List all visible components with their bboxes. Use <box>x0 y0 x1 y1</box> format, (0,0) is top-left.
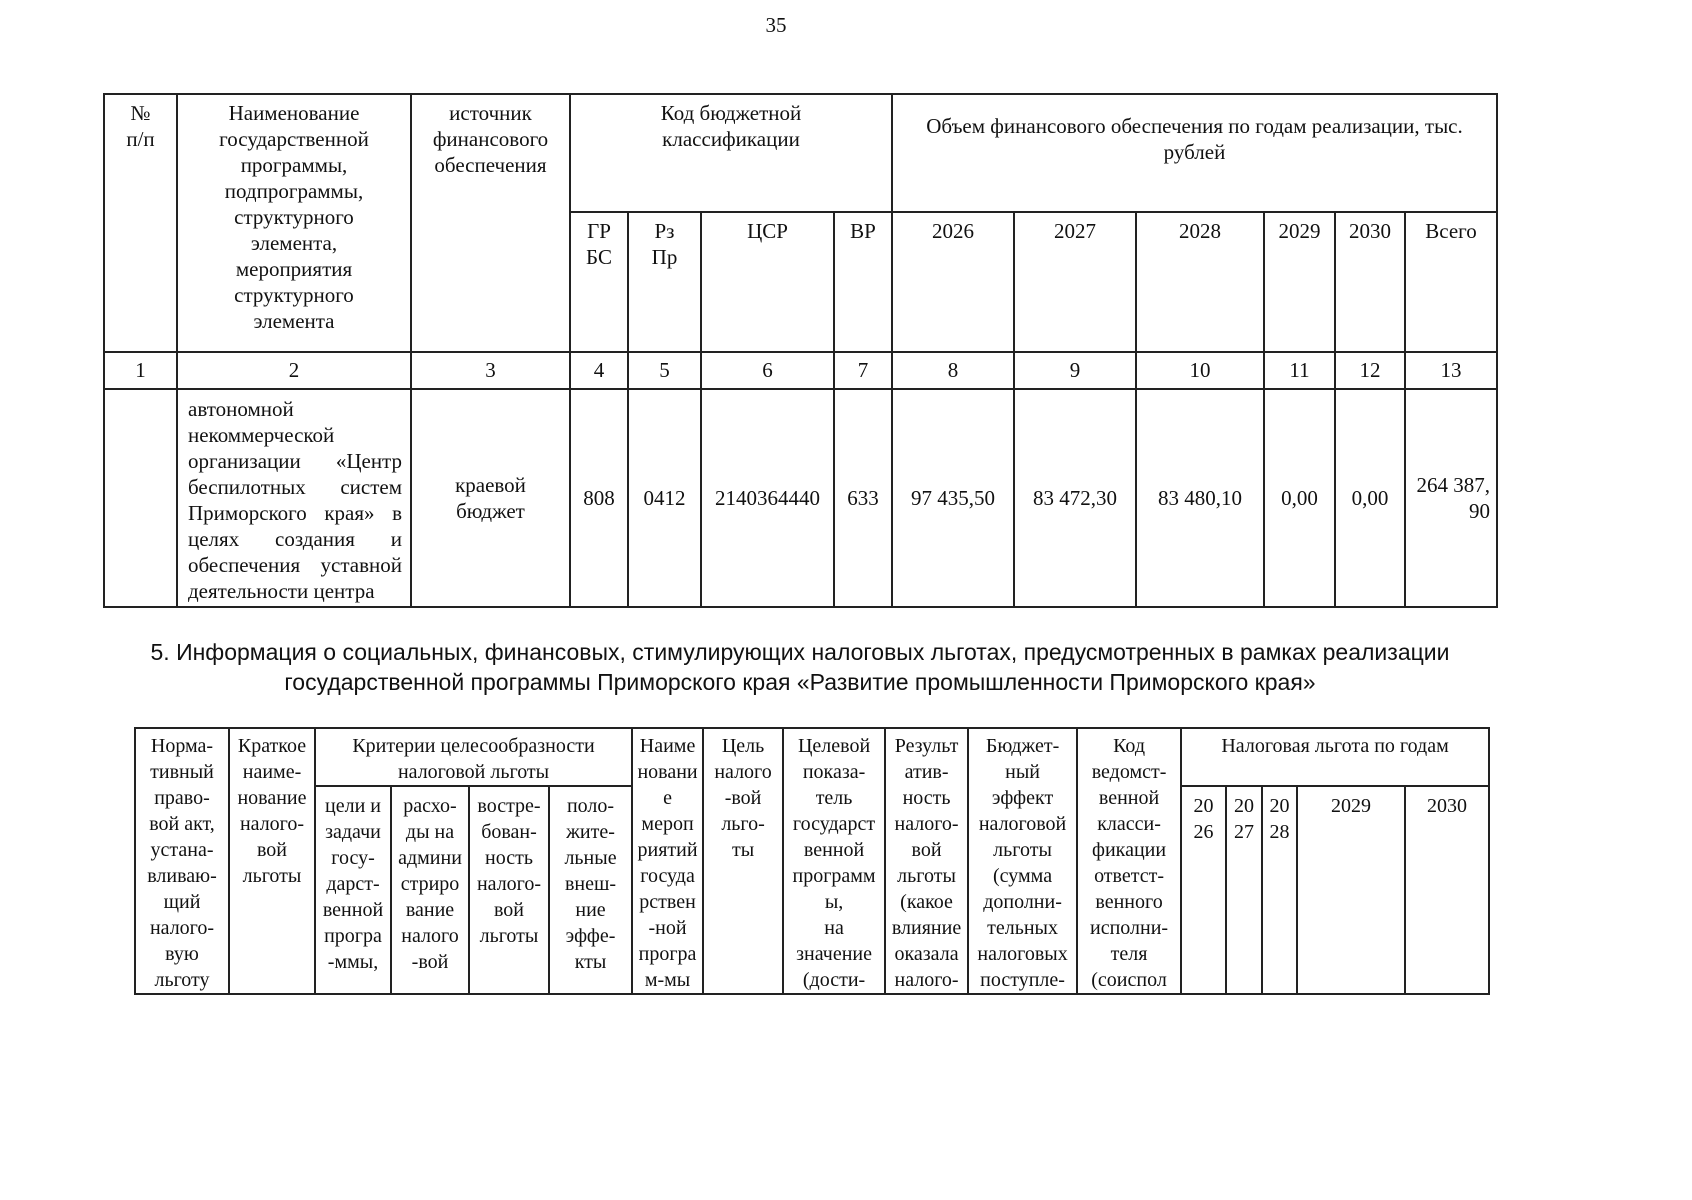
column-number: 12 <box>1335 352 1405 389</box>
benefit-year-2028: 20 28 <box>1262 786 1297 994</box>
column-number: 7 <box>834 352 892 389</box>
header-event-name: Наиме новани е мероп риятий госуда рствен -ной програ м-мы <box>632 728 703 994</box>
row-total: 264 387, 90 <box>1405 389 1497 607</box>
row-year-2028: 83 480,10 <box>1136 389 1264 607</box>
header-effectiveness: Результ атив- ность налого- вой льготы (какое влияние оказала налого- <box>885 728 968 994</box>
header-year-2026: 2026 <box>892 212 1014 352</box>
tax-benefits-table <box>134 727 1490 995</box>
header-budget-effect: Бюджет- ный эффект налоговой льготы (сумма дополни- тельных налоговых поступле- <box>968 728 1077 994</box>
column-number: 4 <box>570 352 628 389</box>
row-year-2027: 83 472,30 <box>1014 389 1136 607</box>
criteria-external-effects: поло- жите- льные внеш- ние эффе- кты <box>549 786 632 994</box>
column-number: 2 <box>177 352 411 389</box>
header-target-indicator: Целевой показа- тель государст венной программ ы, на значение (дости- <box>783 728 885 994</box>
benefit-year-2029: 2029 <box>1297 786 1405 994</box>
header-short-name: Краткое наиме- нование налого- вой льготы <box>229 728 315 994</box>
criteria-demand: востре- бован- ность налого- вой льготы <box>469 786 549 994</box>
header-total: Всего <box>1405 212 1497 352</box>
column-number: 5 <box>628 352 701 389</box>
column-number: 11 <box>1264 352 1335 389</box>
header-year-2028: 2028 <box>1136 212 1264 352</box>
row-csr: 2140364440 <box>701 389 834 607</box>
header-purpose: Цель налого -вой льго- ты <box>703 728 783 994</box>
header-criteria: Критерии целесообразности налоговой льготы <box>315 728 632 786</box>
header-year-2029: 2029 <box>1264 212 1335 352</box>
row-grbs: 808 <box>570 389 628 607</box>
header-funding-source: источник финансового обеспечения <box>411 94 570 352</box>
header-grbs: ГР БС <box>570 212 628 352</box>
column-number: 9 <box>1014 352 1136 389</box>
criteria-goals: цели и задачи госу- дарст- венной програ -ммы, <box>315 786 391 994</box>
column-number: 8 <box>892 352 1014 389</box>
column-number: 13 <box>1405 352 1497 389</box>
row-number <box>104 389 177 607</box>
benefit-year-2027: 20 27 <box>1226 786 1262 994</box>
header-department-code: Код ведомст- венной класси- фикации ответст- венного исполни- теля (соиспол <box>1077 728 1181 994</box>
row-vr: 633 <box>834 389 892 607</box>
header-rzpr: Рз Пр <box>628 212 701 352</box>
row-year-2029: 0,00 <box>1264 389 1335 607</box>
table-row <box>104 389 1497 607</box>
header-number: № п/п <box>104 94 177 352</box>
column-number: 3 <box>411 352 570 389</box>
column-number: 6 <box>701 352 834 389</box>
row-funding-source: краевой бюджет <box>411 389 570 607</box>
header-budget-code: Код бюджетной классификации <box>570 94 892 212</box>
page-number: 35 <box>765 13 787 37</box>
column-number: 10 <box>1136 352 1264 389</box>
row-year-2030: 0,00 <box>1335 389 1405 607</box>
row-program-name: автономной некоммерческой организации «Центр беспилотных систем Приморского края» в целях создания и обеспечения уставной деятельности центра <box>177 389 411 607</box>
row-year-2026: 97 435,50 <box>892 389 1014 607</box>
row-rzpr: 0412 <box>628 389 701 607</box>
header-benefit-by-years: Налоговая льгота по годам <box>1181 728 1489 786</box>
header-financing-volume: Объем финансового обеспечения по годам реализации, тыс. рублей <box>892 94 1497 212</box>
benefit-year-2026: 20 26 <box>1181 786 1226 994</box>
header-normative-act: Норма- тивный право- вой акт, устана- вливаю- щий налого- вую льготу <box>135 728 229 994</box>
header-year-2027: 2027 <box>1014 212 1136 352</box>
header-vr: ВР <box>834 212 892 352</box>
criteria-admin-costs: расхо- ды на админи стриро вание налого -вой <box>391 786 469 994</box>
header-year-2030: 2030 <box>1335 212 1405 352</box>
financing-table <box>103 93 1498 608</box>
header-program-name: Наименование государственной программы, подпрограммы, структурного элемента, мероприятия структурного элемента <box>177 94 411 352</box>
column-number: 1 <box>104 352 177 389</box>
section-title: 5. Информация о социальных, финансовых, стимулирующих налоговых льготах, предусмотренных в рамках реализации государственной программы Приморского края «Развитие промышленности Приморского края» <box>150 639 1450 695</box>
benefit-year-2030: 2030 <box>1405 786 1489 994</box>
header-csr: ЦСР <box>701 212 834 352</box>
